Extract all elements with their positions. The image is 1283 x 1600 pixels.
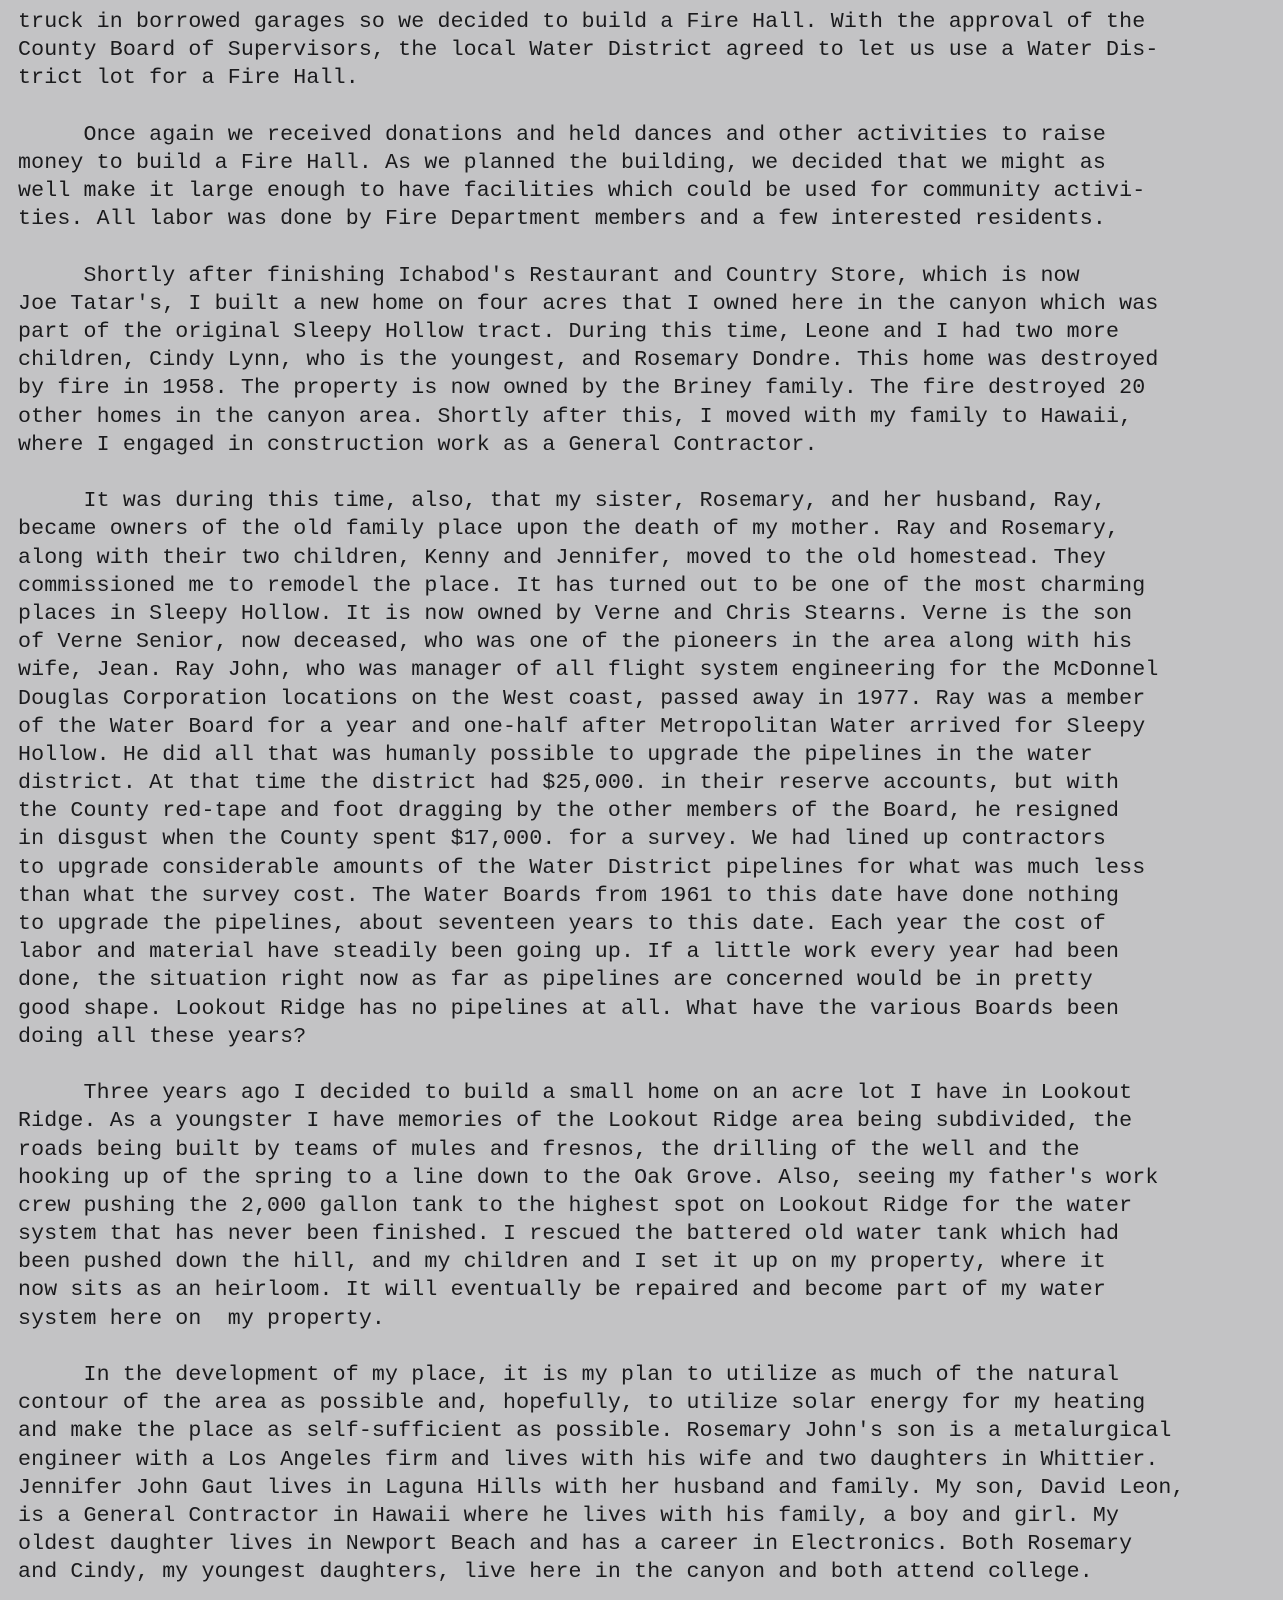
paragraph-sister-rosemary xyxy=(18,487,1280,1051)
text-line: money to build a Fire Hall. As we planned the building, we decided that we might as xyxy=(18,150,1106,175)
text-line: Ridge. As a youngster I have memories of the Lookout Ridge area being subdivided, the xyxy=(18,1109,1133,1134)
paragraph-donations xyxy=(18,121,1280,234)
text-line: labor and material have steadily been going up. If a little work every year had been xyxy=(18,940,1120,965)
text-line: Three years ago I decided to build a small home on an acre lot I have in Lookout xyxy=(18,1081,1133,1106)
text-line: Joe Tatar's, I built a new home on four acres that I owned here in the canyon which was xyxy=(18,291,1159,316)
text-line: engineer with a Los Angeles firm and lives with his wife and two daughters in Whittier. xyxy=(18,1447,1159,1472)
paragraph-development xyxy=(18,1361,1280,1587)
text-line: part of the original Sleepy Hollow tract. During this time, Leone and I had two more xyxy=(18,320,1120,345)
text-line: crew pushing the 2,000 gallon tank to the highest spot on Lookout Ridge for the water xyxy=(18,1193,1133,1218)
text-line: district. At that time the district had $25,000. in their reserve accounts, but with xyxy=(18,771,1120,796)
text-line: than what the survey cost. The Water Boards from 1961 to this date have done nothing xyxy=(18,883,1120,908)
text-line: good shape. Lookout Ridge has no pipelines at all. What have the various Boards been xyxy=(18,996,1120,1021)
paragraph-lookout-ridge xyxy=(18,1079,1280,1333)
typewritten-text xyxy=(18,8,1280,1600)
text-line: Shortly after finishing Ichabod's Restaurant and Country Store, which is now xyxy=(18,263,1080,288)
text-line: hooking up of the spring to a line down to the Oak Grove. Also, seeing my father's work xyxy=(18,1165,1159,1190)
text-line: along with their two children, Kenny and Jennifer, moved to the old homestead. They xyxy=(18,545,1106,570)
text-line: is a General Contractor in Hawaii where he lives with his family, a boy and girl. My xyxy=(18,1503,1120,1528)
text-line: in disgust when the County spent $17,000. for a survey. We had lined up contractors xyxy=(18,827,1106,852)
text-line: places in Sleepy Hollow. It is now owned by Verne and Chris Stearns. Verne is the son xyxy=(18,601,1133,626)
text-line: In the development of my place, it is my plan to utilize as much of the natural xyxy=(18,1363,1120,1387)
paragraph-new-home xyxy=(18,262,1280,459)
text-line: It was during this time, also, that my sister, Rosemary, and her husband, Ray, xyxy=(18,489,1106,514)
paragraph-fire-hall-lot xyxy=(18,8,1280,93)
text-line: well make it large enough to have facilities which could be used for community activi- xyxy=(18,179,1146,204)
text-line: to upgrade considerable amounts of the Water District pipelines for what was much less xyxy=(18,855,1146,880)
text-line: Hollow. He did all that was humanly possible to upgrade the pipelines in the water xyxy=(18,742,1093,767)
text-line: of the Water Board for a year and one-half after Metropolitan Water arrived for Sleepy xyxy=(18,714,1146,739)
text-line: to upgrade the pipelines, about seventeen years to this date. Each year the cost of xyxy=(18,912,1106,936)
text-line: roads being built by teams of mules and fresnos, the drilling of the well and the xyxy=(18,1137,1080,1162)
text-line: now sits as an heirloom. It will eventually be repaired and become part of my water xyxy=(18,1278,1106,1303)
text-line: and make the place as self-sufficient as possible. Rosemary John's son is a metalurgical xyxy=(18,1419,1172,1444)
text-line: Douglas Corporation locations on the West coast, passed away in 1977. Ray was a member xyxy=(18,686,1146,711)
text-line: of Verne Senior, now deceased, who was one of the pioneers in the area along with his xyxy=(18,630,1133,655)
text-line: commissioned me to remodel the place. It has turned out to be one of the most charming xyxy=(18,573,1146,598)
text-line: and Cindy, my youngest daughters, live here in the canyon and both attend college. xyxy=(18,1560,1093,1585)
text-line: system that has never been finished. I rescued the battered old water tank which had xyxy=(18,1222,1120,1247)
text-line: other homes in the canyon area. Shortly after this, I moved with my family to Hawaii, xyxy=(18,404,1133,429)
text-line: Jennifer John Gaut lives in Laguna Hills with her husband and family. My son, David Leon, xyxy=(18,1475,1185,1500)
text-line: Once again we received donations and held dances and other activities to raise xyxy=(18,122,1106,147)
text-line: contour of the area as possible and, hopefully, to utilize solar energy for my heating xyxy=(18,1391,1146,1416)
text-line: truck in borrowed garages so we decided to build a Fire Hall. With the approval of the xyxy=(18,10,1146,34)
text-line: system here on my property. xyxy=(18,1306,386,1331)
text-line: done, the situation right now as far as pipelines are concerned would be in pretty xyxy=(18,968,1093,993)
text-line: wife, Jean. Ray John, who was manager of all flight system engineering for the McDonnel xyxy=(18,658,1159,683)
text-line: trict lot for a Fire Hall. xyxy=(18,66,359,91)
text-line: ties. All labor was done by Fire Department members and a few interested residents. xyxy=(18,207,1106,232)
text-line: by fire in 1958. The property is now owned by the Briney family. The fire destroyed 20 xyxy=(18,376,1146,401)
text-line: the County red-tape and foot dragging by the other members of the Board, he resigned xyxy=(18,799,1120,824)
text-line: doing all these years? xyxy=(18,1024,307,1049)
text-line: where I engaged in construction work as a General Contractor. xyxy=(18,432,818,457)
text-line: oldest daughter lives in Newport Beach and has a career in Electronics. Both Rosemary xyxy=(18,1532,1133,1557)
text-line: County Board of Supervisors, the local Water District agreed to let us use a Water Dis- xyxy=(18,38,1159,63)
text-line: became owners of the old family place upon the death of my mother. Ray and Rosemary, xyxy=(18,517,1120,542)
text-line: been pushed down the hill, and my children and I set it up on my property, where it xyxy=(18,1250,1106,1275)
text-line: children, Cindy Lynn, who is the youngest, and Rosemary Dondre. This home was destroyed xyxy=(18,348,1159,373)
